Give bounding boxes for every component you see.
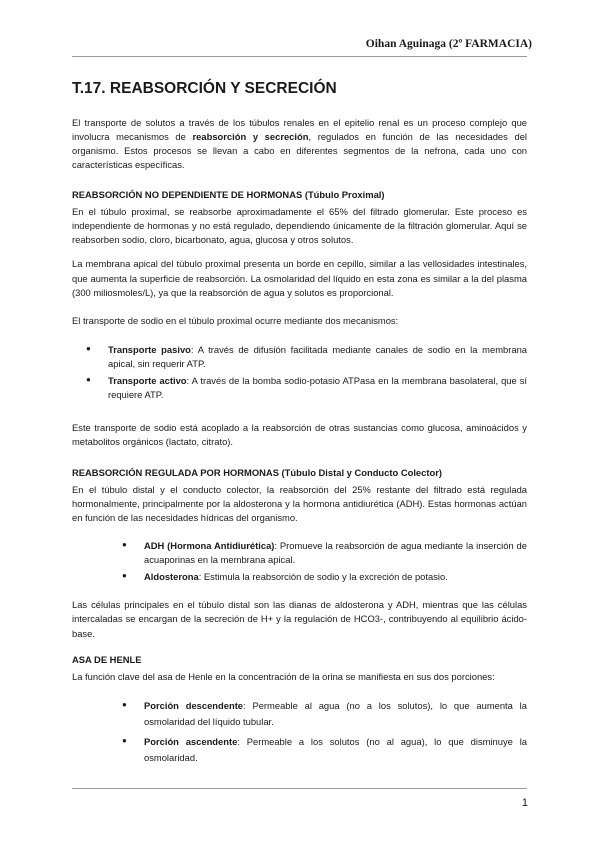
paragraph: La función clave del asa de Henle en la concentración de la orina se manifiesta en sus dos porciones:	[72, 670, 495, 682]
paragraph: Las células principales en el túbulo distal son las dianas de aldosterona y ADH, mientras que las células intercaladas se encargan de la secreción de H+ y la regulación de HCO3-, contribuyendo al equilibrio ácido-base.	[72, 599, 527, 639]
page-title: T.17. REABSORCIÓN Y SECRECIÓN	[72, 80, 337, 97]
intro-emphasis: reabsorción y secreción	[192, 130, 309, 142]
henle-portions-list	[144, 698, 527, 767]
list-item-term: Transporte activo	[108, 375, 187, 387]
list-item-term: Transporte pasivo	[108, 343, 191, 355]
list-item-text: : Estimula la reabsorción de sodio y la excreción de potasio.	[198, 571, 448, 583]
list-item-text: : A través de difusión facilitada mediante canales de sodio en la membrana apical, sin requerir ATP.	[108, 343, 527, 370]
paragraph: En el túbulo proximal, se reabsorbe aproximadamente el 65% del filtrado glomerular. Este proceso es independiente de hormonas y no está regulado, dependiendo únicamente de la filtración glomerular. Aquí se reabsorben sodio, cloro, bicarbonato, agua, glucosa y otros solutos.	[72, 206, 527, 246]
list-item	[144, 698, 527, 731]
section-heading-proximal: REABSORCIÓN NO DEPENDIENTE DE HORMONAS (Túbulo Proximal)	[72, 189, 385, 201]
list-item-term: Porción ascendente	[144, 735, 238, 747]
section-heading-distal: REABSORCIÓN REGULADA POR HORMONAS (Túbulo Distal y Conducto Colector)	[72, 466, 442, 478]
list-item-text: : Permeable al agua (no a los solutos), lo que aumenta la osmolaridad del líquido tubular.	[144, 699, 527, 728]
list-item	[108, 374, 527, 402]
paragraph: Este transporte de sodio está acoplado a la reabsorción de otras sustancias como glucosa, aminoácidos y metabolitos orgánicos (lactato, citrato).	[72, 422, 527, 448]
document-body	[72, 80, 527, 770]
list-item	[144, 570, 527, 584]
paragraph: El transporte de sodio en el túbulo proximal ocurre mediante dos mecanismos:	[72, 314, 399, 326]
hormone-list	[144, 539, 527, 584]
list-item-text: : Promueve la reabsorción de agua mediante la inserción de acuaporinas en la membrana apical.	[144, 540, 527, 566]
list-item-term: ADH (Hormona Antidiurética)	[144, 540, 275, 551]
intro-paragraph	[72, 116, 527, 172]
section-heading-henle: ASA DE HENLE	[72, 653, 142, 665]
footer-rule	[72, 788, 527, 789]
page-header-author: Oihan Aguinaga (2º FARMACIA)	[365, 38, 532, 50]
list-item-term: Aldosterona	[144, 571, 199, 583]
intro-text-c: , regulados en función de las necesidades del organismo. Estos procesos se llevan a cabo en diferentes segmentos de la nefrona, cada uno con características específicas.	[72, 130, 527, 170]
list-item-text: : Permeable a los solutos (no al agua), lo que disminuye la osmolaridad.	[144, 735, 527, 764]
list-item	[144, 539, 527, 567]
list-item	[144, 734, 527, 767]
header-rule	[72, 56, 527, 57]
sodium-transport-list	[108, 343, 527, 402]
page-number: 1	[521, 797, 528, 809]
list-item	[108, 343, 527, 371]
paragraph: En el túbulo distal y el conducto colector, la reabsorción del 25% restante del filtrado está regulada hormonalmente, principalmente por la aldosterona y la hormona antidiurética (ADH). Estas hormonas actúan en función de las necesidades hídricas del organismo.	[72, 483, 527, 523]
paragraph: La membrana apical del túbulo proximal presenta un borde en cepillo, similar a las vellosidades intestinales, que aumenta la superficie de reabsorción. La osmolaridad del líquido en esta zona es similar a la del plasma (300 miliosmoles/L), ya que la reabsorción de agua y solutos es proporcional.	[72, 258, 527, 298]
list-item-term: Porción descendente	[144, 699, 244, 711]
list-item-text: : A través de la bomba sodio-potasio ATPasa en la membrana basolateral, que sí requiere ATP.	[108, 375, 528, 401]
intro-text-a: El transporte de solutos a través de los túbulos renales en el epitelio renal es un proceso complejo que involucra mecanismos de	[72, 116, 527, 142]
